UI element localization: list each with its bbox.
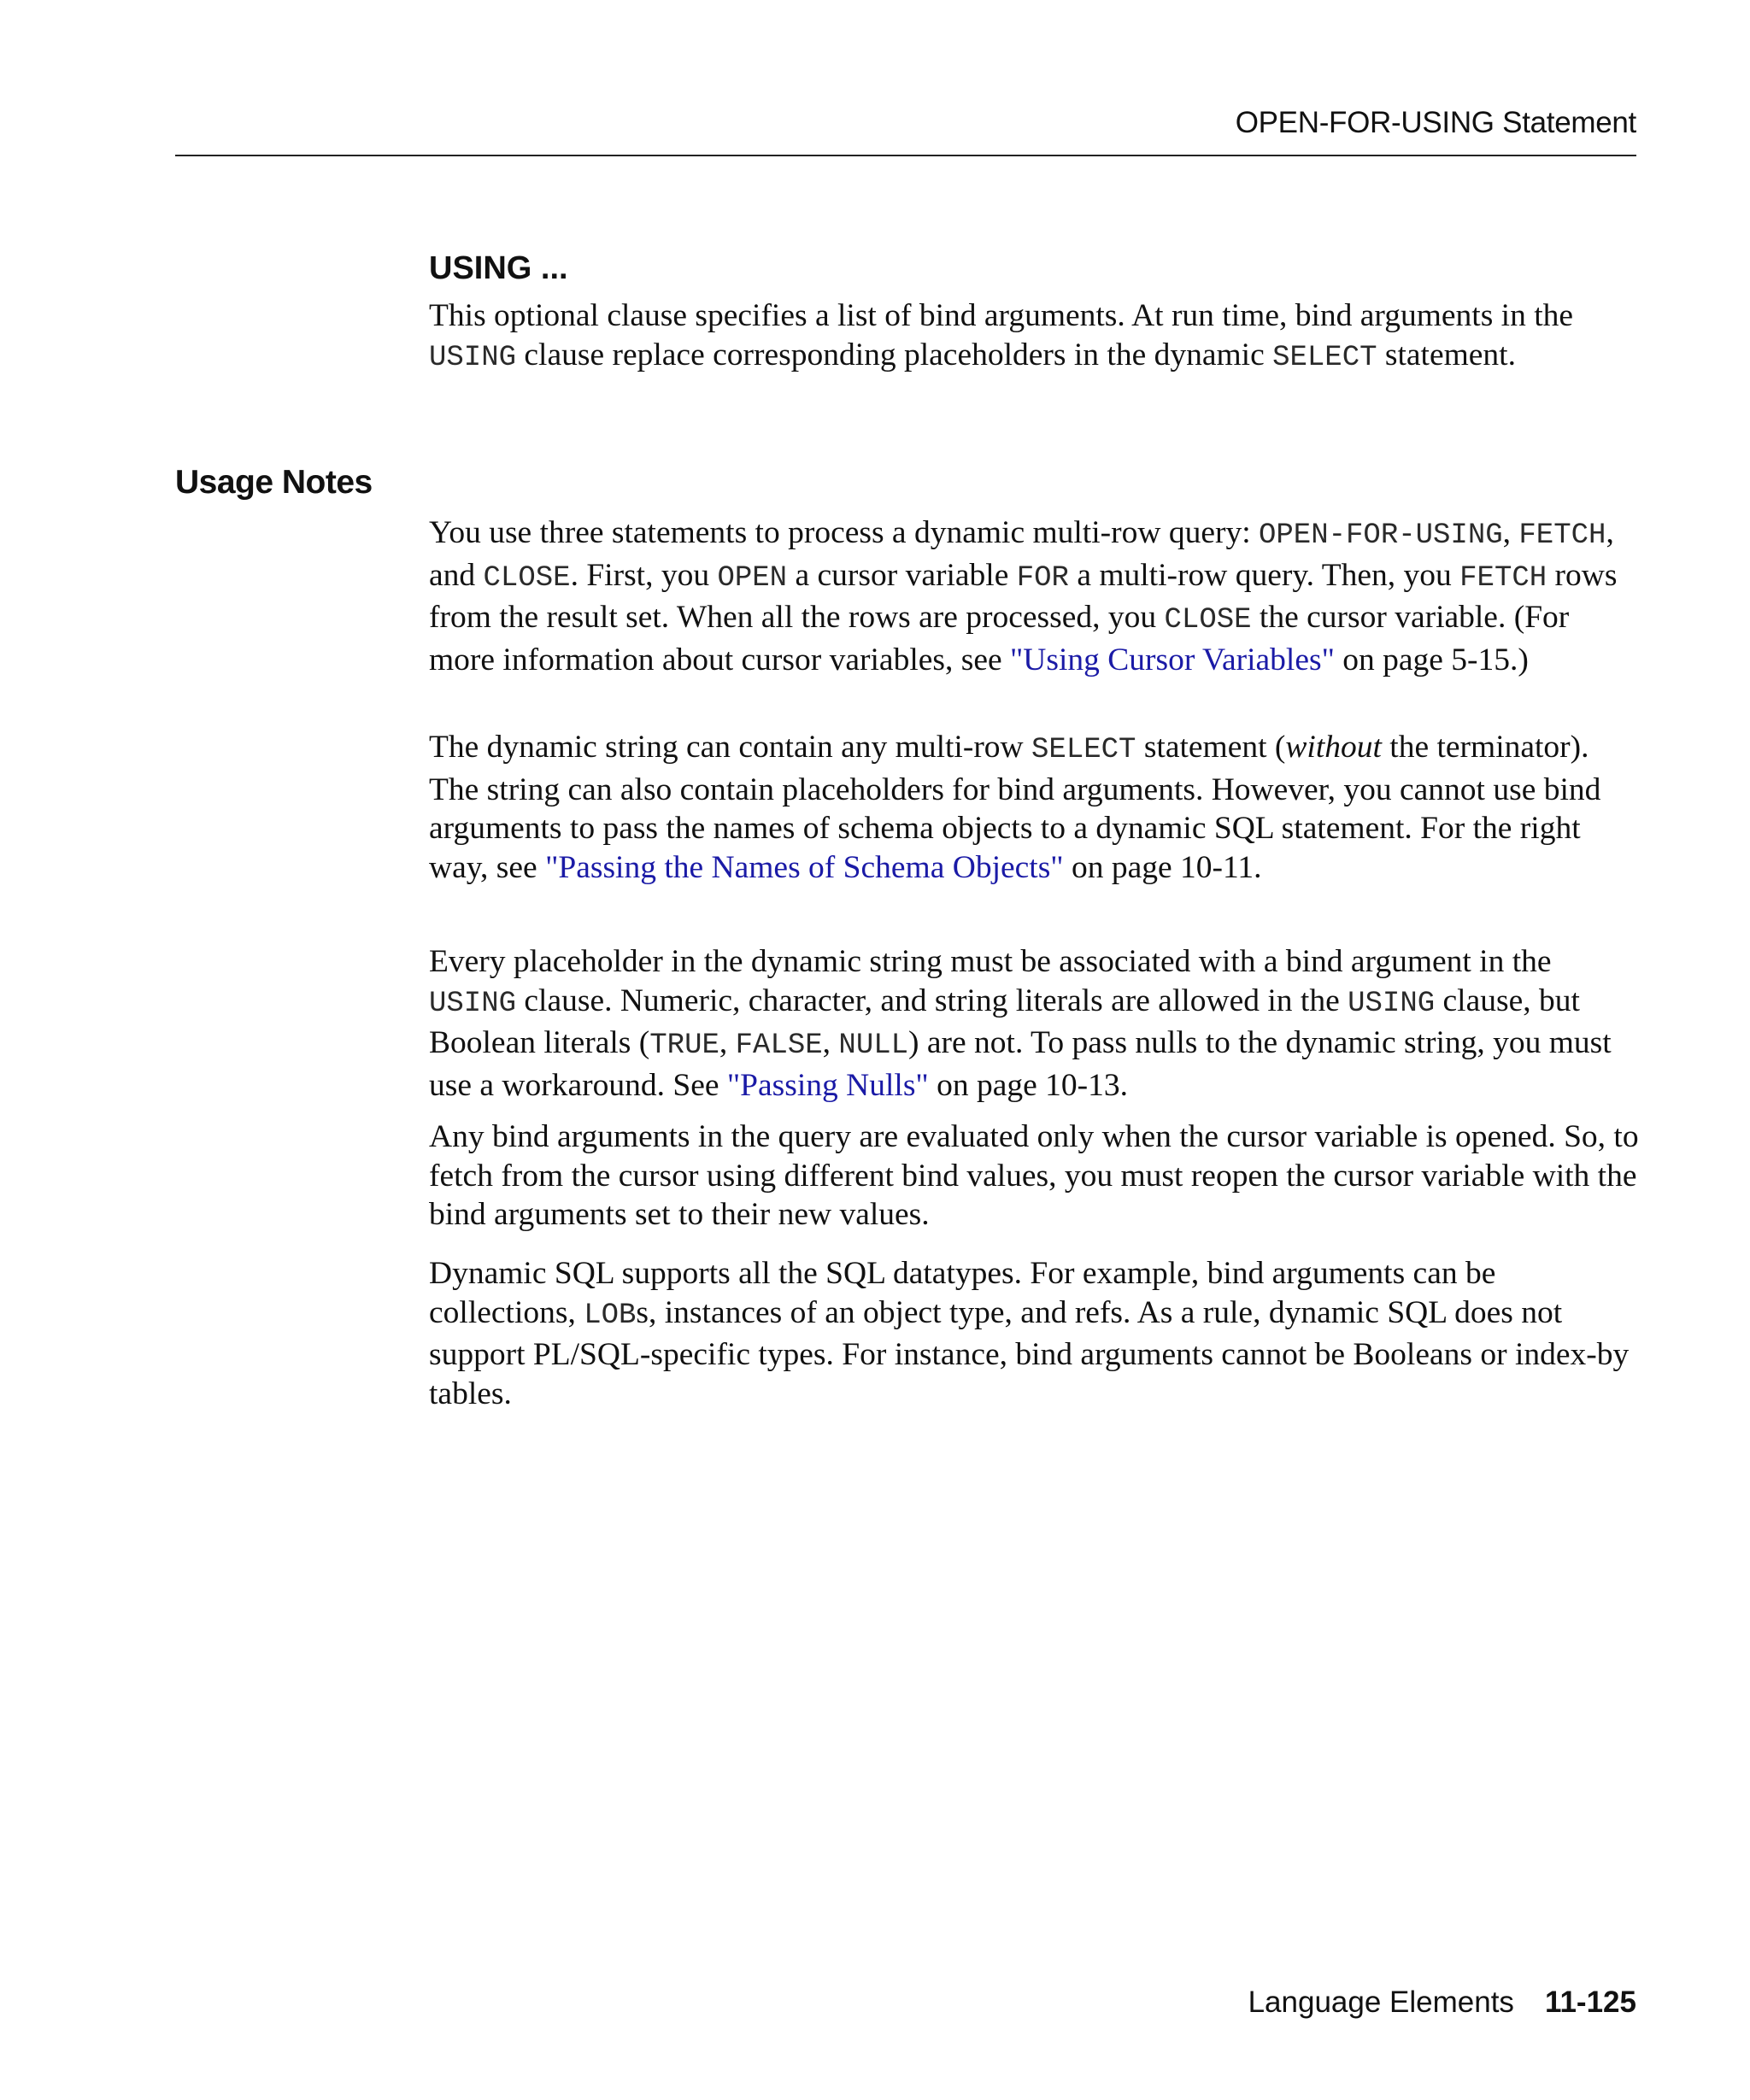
- usage-paragraph-4: [429, 1117, 1642, 1235]
- code-select: SELECT: [1031, 734, 1136, 766]
- code-using: USING: [429, 341, 517, 374]
- code-fetch: FETCH: [1518, 519, 1606, 552]
- code-using: USING: [429, 987, 517, 1020]
- code-select: SELECT: [1272, 341, 1377, 374]
- text-run: You use three statements to process a dynamic multi-row query:: [429, 515, 1259, 550]
- code-close: CLOSE: [483, 561, 571, 595]
- code-close: CLOSE: [1164, 604, 1252, 637]
- page-number: 11-125: [1544, 1986, 1636, 2019]
- text-run: the cursor variable. (For more information about cursor variables, see: [429, 600, 1570, 678]
- usage-paragraph-3: [429, 942, 1642, 1105]
- code-lob: LOB: [584, 1299, 637, 1332]
- link-passing-names-of-schema-objects[interactable]: "Passing the Names of Schema Objects": [545, 849, 1064, 885]
- text-run: The dynamic string can contain any multi-row: [429, 730, 1032, 765]
- running-header: OPEN-FOR-USING Statement: [1235, 106, 1636, 139]
- link-passing-nulls[interactable]: "Passing Nulls": [726, 1067, 929, 1103]
- text-run: ,: [719, 1025, 736, 1061]
- usage-paragraph-5: [429, 1254, 1642, 1413]
- code-null: NULL: [838, 1029, 909, 1063]
- text-run: Dynamic SQL supports all the SQL datatypes. For example, bind arguments can be collections,: [429, 1256, 1496, 1330]
- text-run: ,: [822, 1025, 839, 1061]
- text-run: statement.: [1377, 337, 1516, 372]
- text-run: Every placeholder in the dynamic string must be associated with a bind argument in the: [429, 944, 1552, 979]
- text-run: on page 5-15.): [1334, 642, 1529, 678]
- usage-paragraph-1: [429, 513, 1642, 679]
- text-run: rows from the result set. When all the rows are processed, you: [429, 557, 1618, 636]
- usage-paragraph-2: [429, 728, 1642, 887]
- code-open: OPEN: [717, 561, 788, 595]
- text-run: the terminator). The string can also contain placeholders for bind arguments. However, you cannot use bind arguments to pass the names of schema objects to a dynamic SQL statement. For the right way, see: [429, 730, 1601, 885]
- text-run: clause, but Boolean literals (: [429, 983, 1580, 1061]
- code-fetch: FETCH: [1459, 561, 1547, 595]
- text-run: s, instances of an object type, and refs. As a rule, dynamic SQL does not support PL/SQL-specific types. For instance, bind arguments cannot be Booleans or index-by tables.: [429, 1294, 1630, 1411]
- text-run: clause. Numeric, character, and string literals are allowed in the: [516, 983, 1348, 1018]
- code-for: FOR: [1016, 561, 1069, 595]
- text-run: This optional clause specifies a list of bind arguments. At run time, bind arguments in the: [429, 298, 1574, 333]
- text-run: Any bind arguments in the query are evaluated only when the cursor variable is opened. So, to fetch from the cursor using different bind values, you must reopen the cursor variable with the bind arguments set to their new values.: [429, 1119, 1639, 1233]
- header-divider: [175, 155, 1636, 156]
- text-run: a cursor variable: [787, 557, 1017, 593]
- using-clause-description: [429, 296, 1642, 378]
- code-true: TRUE: [649, 1029, 719, 1063]
- usage-notes-heading: Usage Notes: [175, 464, 373, 501]
- link-using-cursor-variables[interactable]: "Using Cursor Variables": [1009, 642, 1335, 678]
- text-run: . First, you: [570, 557, 718, 593]
- text-run: ) are not. To pass nulls to the dynamic string, you must use a workaround. See: [429, 1025, 1612, 1103]
- text-run: a multi-row query. Then, you: [1068, 557, 1460, 593]
- text-run: statement (: [1136, 730, 1286, 765]
- text-run: on page 10-11.: [1063, 849, 1262, 885]
- text-run: , and: [429, 515, 1614, 593]
- code-open-for-using: OPEN-FOR-USING: [1259, 519, 1503, 552]
- code-false: FALSE: [735, 1029, 823, 1063]
- footer-chapter-title: Language Elements: [1248, 1986, 1514, 2019]
- text-run: ,: [1502, 515, 1519, 550]
- page-footer: [175, 1984, 1636, 2021]
- text-run: clause replace corresponding placeholders in the dynamic: [516, 337, 1273, 372]
- code-using: USING: [1348, 987, 1436, 1020]
- text-run: on page 10-13.: [928, 1067, 1128, 1103]
- using-clause-heading: USING ...: [429, 250, 568, 286]
- emphasis-without: without: [1285, 730, 1382, 765]
